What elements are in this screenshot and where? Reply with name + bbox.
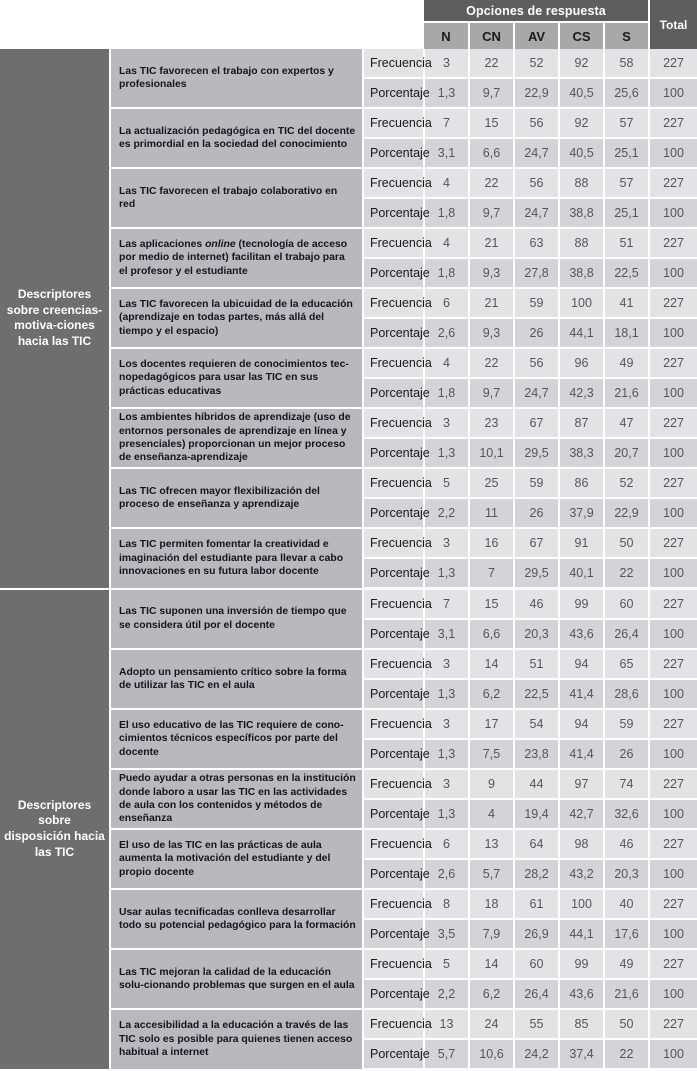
value-porcentaje-cs: 41,4 bbox=[559, 679, 604, 709]
value-porcentaje-s: 20,7 bbox=[604, 438, 649, 468]
value-frecuencia-cn: 18 bbox=[469, 889, 514, 919]
value-frecuencia-cn: 25 bbox=[469, 468, 514, 498]
header-row-options bbox=[0, 22, 697, 49]
statement-cell: Las TIC favorecen el trabajo con expertos y profesionales bbox=[110, 49, 363, 108]
value-frecuencia-n: 3 bbox=[424, 49, 469, 78]
value-porcentaje-total: 100 bbox=[649, 739, 697, 769]
statement-cell: Las TIC ofrecen mayor flexibilización del proceso de enseñanza y aprendizaje bbox=[110, 468, 363, 528]
value-frecuencia-n: 3 bbox=[424, 649, 469, 679]
value-porcentaje-av: 29,5 bbox=[514, 438, 559, 468]
value-frecuencia-av: 51 bbox=[514, 649, 559, 679]
value-frecuencia-av: 56 bbox=[514, 348, 559, 378]
value-porcentaje-total: 100 bbox=[649, 498, 697, 528]
value-porcentaje-av: 26,4 bbox=[514, 979, 559, 1009]
statement-cell: El uso educativo de las TIC requiere de cono-cimientos técnicos específicos por parte del docente bbox=[110, 709, 363, 769]
value-porcentaje-n: 1,8 bbox=[424, 258, 469, 288]
group-label-0: Descriptores sobre creencias-motiva-ciones hacia las TIC bbox=[0, 49, 110, 589]
value-porcentaje-total: 100 bbox=[649, 258, 697, 288]
metric-label-frecuencia: Frecuencia bbox=[363, 49, 424, 78]
value-porcentaje-n: 2,6 bbox=[424, 318, 469, 348]
value-frecuencia-av: 63 bbox=[514, 228, 559, 258]
value-frecuencia-total: 227 bbox=[649, 709, 697, 739]
value-porcentaje-s: 21,6 bbox=[604, 378, 649, 408]
value-frecuencia-av: 60 bbox=[514, 949, 559, 979]
value-frecuencia-s: 47 bbox=[604, 408, 649, 438]
value-porcentaje-cs: 38,8 bbox=[559, 198, 604, 228]
value-frecuencia-av: 56 bbox=[514, 168, 559, 198]
value-frecuencia-n: 6 bbox=[424, 288, 469, 318]
value-frecuencia-cn: 14 bbox=[469, 649, 514, 679]
header-spacer-metric bbox=[363, 0, 424, 22]
value-porcentaje-cs: 43,2 bbox=[559, 859, 604, 889]
header-spacer-group bbox=[0, 0, 110, 22]
value-porcentaje-n: 1,3 bbox=[424, 438, 469, 468]
value-frecuencia-total: 227 bbox=[649, 49, 697, 78]
metric-label-frecuencia: Frecuencia bbox=[363, 1009, 424, 1039]
table-body bbox=[0, 49, 697, 1070]
metric-label-porcentaje: Porcentaje bbox=[363, 799, 424, 829]
value-frecuencia-cs: 85 bbox=[559, 1009, 604, 1039]
value-frecuencia-total: 227 bbox=[649, 108, 697, 138]
value-frecuencia-s: 49 bbox=[604, 348, 649, 378]
value-frecuencia-av: 59 bbox=[514, 288, 559, 318]
value-frecuencia-n: 4 bbox=[424, 228, 469, 258]
value-frecuencia-n: 6 bbox=[424, 829, 469, 859]
value-porcentaje-n: 1,8 bbox=[424, 198, 469, 228]
value-frecuencia-cn: 14 bbox=[469, 949, 514, 979]
metric-label-frecuencia: Frecuencia bbox=[363, 228, 424, 258]
metric-label-porcentaje: Porcentaje bbox=[363, 739, 424, 769]
value-porcentaje-av: 24,7 bbox=[514, 378, 559, 408]
value-porcentaje-total: 100 bbox=[649, 438, 697, 468]
metric-label-porcentaje: Porcentaje bbox=[363, 979, 424, 1009]
value-frecuencia-s: 65 bbox=[604, 649, 649, 679]
metric-label-porcentaje: Porcentaje bbox=[363, 859, 424, 889]
value-porcentaje-cn: 6,2 bbox=[469, 679, 514, 709]
value-porcentaje-n: 3,5 bbox=[424, 919, 469, 949]
value-frecuencia-s: 57 bbox=[604, 108, 649, 138]
metric-label-frecuencia: Frecuencia bbox=[363, 408, 424, 438]
value-porcentaje-cs: 38,3 bbox=[559, 438, 604, 468]
value-porcentaje-s: 25,6 bbox=[604, 78, 649, 108]
value-frecuencia-n: 3 bbox=[424, 408, 469, 438]
value-frecuencia-n: 8 bbox=[424, 889, 469, 919]
metric-label-frecuencia: Frecuencia bbox=[363, 829, 424, 859]
value-frecuencia-n: 13 bbox=[424, 1009, 469, 1039]
value-porcentaje-av: 23,8 bbox=[514, 739, 559, 769]
value-frecuencia-cs: 96 bbox=[559, 348, 604, 378]
value-frecuencia-s: 60 bbox=[604, 589, 649, 620]
table-header bbox=[0, 0, 697, 49]
value-frecuencia-cs: 88 bbox=[559, 168, 604, 198]
header-spacer-statement bbox=[110, 0, 363, 22]
statement-cell: Usar aulas tecnificadas conlleva desarrollar todo su potencial pedagógico para la formación bbox=[110, 889, 363, 949]
value-porcentaje-s: 22,5 bbox=[604, 258, 649, 288]
value-porcentaje-s: 21,6 bbox=[604, 979, 649, 1009]
value-porcentaje-s: 32,6 bbox=[604, 799, 649, 829]
value-porcentaje-av: 24,7 bbox=[514, 198, 559, 228]
value-frecuencia-cn: 22 bbox=[469, 49, 514, 78]
value-porcentaje-cs: 42,7 bbox=[559, 799, 604, 829]
value-frecuencia-total: 227 bbox=[649, 228, 697, 258]
value-frecuencia-total: 227 bbox=[649, 168, 697, 198]
value-porcentaje-cn: 9,7 bbox=[469, 378, 514, 408]
metric-label-frecuencia: Frecuencia bbox=[363, 709, 424, 739]
value-porcentaje-s: 18,1 bbox=[604, 318, 649, 348]
value-porcentaje-s: 20,3 bbox=[604, 859, 649, 889]
metric-label-porcentaje: Porcentaje bbox=[363, 679, 424, 709]
value-frecuencia-av: 46 bbox=[514, 589, 559, 620]
value-porcentaje-total: 100 bbox=[649, 619, 697, 649]
metric-label-porcentaje: Porcentaje bbox=[363, 1039, 424, 1070]
value-porcentaje-total: 100 bbox=[649, 859, 697, 889]
value-frecuencia-total: 227 bbox=[649, 949, 697, 979]
metric-label-porcentaje: Porcentaje bbox=[363, 198, 424, 228]
value-frecuencia-cs: 100 bbox=[559, 889, 604, 919]
value-porcentaje-n: 2,6 bbox=[424, 859, 469, 889]
value-porcentaje-total: 100 bbox=[649, 78, 697, 108]
value-porcentaje-n: 3,1 bbox=[424, 138, 469, 168]
value-frecuencia-cs: 86 bbox=[559, 468, 604, 498]
value-porcentaje-s: 22 bbox=[604, 1039, 649, 1070]
value-porcentaje-cs: 44,1 bbox=[559, 318, 604, 348]
value-frecuencia-cs: 91 bbox=[559, 528, 604, 558]
value-porcentaje-cn: 7 bbox=[469, 558, 514, 589]
value-frecuencia-cs: 94 bbox=[559, 709, 604, 739]
value-frecuencia-total: 227 bbox=[649, 288, 697, 318]
value-porcentaje-n: 1,3 bbox=[424, 739, 469, 769]
value-frecuencia-n: 3 bbox=[424, 528, 469, 558]
value-porcentaje-av: 20,3 bbox=[514, 619, 559, 649]
value-frecuencia-cs: 99 bbox=[559, 589, 604, 620]
value-frecuencia-cn: 15 bbox=[469, 108, 514, 138]
value-porcentaje-s: 26 bbox=[604, 739, 649, 769]
value-frecuencia-cs: 87 bbox=[559, 408, 604, 438]
header-option-s: S bbox=[604, 22, 649, 49]
value-frecuencia-cs: 98 bbox=[559, 829, 604, 859]
value-frecuencia-cn: 22 bbox=[469, 348, 514, 378]
header-spacer-metric-2 bbox=[363, 22, 424, 49]
value-porcentaje-total: 100 bbox=[649, 318, 697, 348]
metric-label-frecuencia: Frecuencia bbox=[363, 889, 424, 919]
metric-label-frecuencia: Frecuencia bbox=[363, 288, 424, 318]
value-frecuencia-n: 4 bbox=[424, 348, 469, 378]
value-porcentaje-cn: 9,3 bbox=[469, 318, 514, 348]
value-porcentaje-av: 24,2 bbox=[514, 1039, 559, 1070]
value-porcentaje-n: 3,1 bbox=[424, 619, 469, 649]
value-frecuencia-av: 61 bbox=[514, 889, 559, 919]
value-frecuencia-av: 59 bbox=[514, 468, 559, 498]
value-frecuencia-total: 227 bbox=[649, 348, 697, 378]
value-frecuencia-cn: 16 bbox=[469, 528, 514, 558]
value-frecuencia-av: 64 bbox=[514, 829, 559, 859]
value-porcentaje-n: 1,8 bbox=[424, 378, 469, 408]
value-frecuencia-cs: 100 bbox=[559, 288, 604, 318]
header-spacer-statement-2 bbox=[110, 22, 363, 49]
value-frecuencia-n: 7 bbox=[424, 108, 469, 138]
statement-cell: Los ambientes híbridos de aprendizaje (uso de entornos personales de aprendizaje en línea y presenciales) proporcionan un mejor proceso de enseñanza-aprendizaje bbox=[110, 408, 363, 468]
value-porcentaje-cs: 40,5 bbox=[559, 78, 604, 108]
value-frecuencia-av: 52 bbox=[514, 49, 559, 78]
value-frecuencia-cs: 92 bbox=[559, 108, 604, 138]
value-porcentaje-cn: 6,2 bbox=[469, 979, 514, 1009]
value-porcentaje-cn: 5,7 bbox=[469, 859, 514, 889]
value-frecuencia-total: 227 bbox=[649, 889, 697, 919]
value-porcentaje-n: 1,3 bbox=[424, 799, 469, 829]
value-porcentaje-av: 22,5 bbox=[514, 679, 559, 709]
value-porcentaje-cs: 42,3 bbox=[559, 378, 604, 408]
value-frecuencia-cn: 21 bbox=[469, 288, 514, 318]
value-frecuencia-cn: 21 bbox=[469, 228, 514, 258]
statement-cell: Las aplicaciones online (tecnología de acceso por medio de internet) facilitan el trabajo para el profesor y el estudiante bbox=[110, 228, 363, 288]
header-total: Total bbox=[649, 0, 697, 49]
value-frecuencia-total: 227 bbox=[649, 468, 697, 498]
value-porcentaje-s: 26,4 bbox=[604, 619, 649, 649]
value-porcentaje-cn: 6,6 bbox=[469, 619, 514, 649]
value-porcentaje-av: 26,9 bbox=[514, 919, 559, 949]
metric-label-frecuencia: Frecuencia bbox=[363, 108, 424, 138]
value-frecuencia-s: 57 bbox=[604, 168, 649, 198]
value-porcentaje-total: 100 bbox=[649, 138, 697, 168]
metric-label-porcentaje: Porcentaje bbox=[363, 378, 424, 408]
value-porcentaje-cn: 10,1 bbox=[469, 438, 514, 468]
header-spacer-group-2 bbox=[0, 22, 110, 49]
value-porcentaje-n: 1,3 bbox=[424, 78, 469, 108]
value-porcentaje-cn: 10,6 bbox=[469, 1039, 514, 1070]
value-porcentaje-cs: 44,1 bbox=[559, 919, 604, 949]
value-porcentaje-n: 2,2 bbox=[424, 498, 469, 528]
metric-label-porcentaje: Porcentaje bbox=[363, 318, 424, 348]
header-opciones-de-respuesta: Opciones de respuesta bbox=[424, 0, 649, 22]
value-porcentaje-cs: 41,4 bbox=[559, 739, 604, 769]
value-frecuencia-total: 227 bbox=[649, 1009, 697, 1039]
value-frecuencia-cn: 9 bbox=[469, 769, 514, 799]
statement-cell: Los docentes requieren de conocimientos tec-nopedagógicos para usar las TIC en sus prácticas educativas bbox=[110, 348, 363, 408]
metric-label-porcentaje: Porcentaje bbox=[363, 558, 424, 589]
value-frecuencia-cs: 99 bbox=[559, 949, 604, 979]
value-frecuencia-total: 227 bbox=[649, 769, 697, 799]
value-frecuencia-s: 49 bbox=[604, 949, 649, 979]
value-frecuencia-total: 227 bbox=[649, 528, 697, 558]
value-frecuencia-cs: 92 bbox=[559, 49, 604, 78]
statement-cell: La accesibilidad a la educación a través de las TIC solo es posible para quienes tienen acceso habitual a internet bbox=[110, 1009, 363, 1070]
metric-label-porcentaje: Porcentaje bbox=[363, 258, 424, 288]
metric-label-frecuencia: Frecuencia bbox=[363, 589, 424, 620]
value-porcentaje-total: 100 bbox=[649, 979, 697, 1009]
value-frecuencia-s: 50 bbox=[604, 1009, 649, 1039]
value-frecuencia-s: 74 bbox=[604, 769, 649, 799]
value-frecuencia-av: 55 bbox=[514, 1009, 559, 1039]
value-porcentaje-s: 17,6 bbox=[604, 919, 649, 949]
group-label-1: Descriptores sobre disposición hacia las TIC bbox=[0, 589, 110, 1070]
value-porcentaje-av: 26 bbox=[514, 318, 559, 348]
value-frecuencia-s: 59 bbox=[604, 709, 649, 739]
value-frecuencia-cn: 13 bbox=[469, 829, 514, 859]
metric-label-porcentaje: Porcentaje bbox=[363, 438, 424, 468]
value-porcentaje-n: 5,7 bbox=[424, 1039, 469, 1070]
value-frecuencia-s: 46 bbox=[604, 829, 649, 859]
value-porcentaje-cs: 43,6 bbox=[559, 619, 604, 649]
statement-cell: Las TIC mejoran la calidad de la educación solu-cionando problemas que surgen en el aula bbox=[110, 949, 363, 1009]
value-frecuencia-total: 227 bbox=[649, 829, 697, 859]
value-frecuencia-n: 3 bbox=[424, 709, 469, 739]
metric-label-frecuencia: Frecuencia bbox=[363, 168, 424, 198]
metric-label-porcentaje: Porcentaje bbox=[363, 919, 424, 949]
metric-label-porcentaje: Porcentaje bbox=[363, 78, 424, 108]
value-porcentaje-total: 100 bbox=[649, 799, 697, 829]
statement-cell: Las TIC permiten fomentar la creatividad e imaginación del estudiante para llevar a cabo innovaciones en su futura labor docente bbox=[110, 528, 363, 589]
value-frecuencia-av: 44 bbox=[514, 769, 559, 799]
value-porcentaje-av: 24,7 bbox=[514, 138, 559, 168]
value-porcentaje-cn: 11 bbox=[469, 498, 514, 528]
value-porcentaje-av: 29,5 bbox=[514, 558, 559, 589]
value-porcentaje-total: 100 bbox=[649, 198, 697, 228]
value-frecuencia-s: 58 bbox=[604, 49, 649, 78]
value-porcentaje-s: 25,1 bbox=[604, 198, 649, 228]
metric-label-frecuencia: Frecuencia bbox=[363, 649, 424, 679]
value-frecuencia-total: 227 bbox=[649, 408, 697, 438]
metric-label-frecuencia: Frecuencia bbox=[363, 949, 424, 979]
header-row-top bbox=[0, 0, 697, 22]
value-frecuencia-s: 52 bbox=[604, 468, 649, 498]
statement-cell: Las TIC favorecen el trabajo colaborativo en red bbox=[110, 168, 363, 228]
value-frecuencia-cn: 15 bbox=[469, 589, 514, 620]
value-porcentaje-cn: 6,6 bbox=[469, 138, 514, 168]
value-frecuencia-n: 7 bbox=[424, 589, 469, 620]
metric-label-porcentaje: Porcentaje bbox=[363, 619, 424, 649]
value-frecuencia-cn: 23 bbox=[469, 408, 514, 438]
value-porcentaje-cs: 43,6 bbox=[559, 979, 604, 1009]
value-porcentaje-s: 28,6 bbox=[604, 679, 649, 709]
value-frecuencia-av: 67 bbox=[514, 528, 559, 558]
metric-label-porcentaje: Porcentaje bbox=[363, 138, 424, 168]
metric-label-frecuencia: Frecuencia bbox=[363, 468, 424, 498]
value-porcentaje-cn: 7,9 bbox=[469, 919, 514, 949]
value-frecuencia-n: 4 bbox=[424, 168, 469, 198]
value-frecuencia-n: 3 bbox=[424, 769, 469, 799]
value-porcentaje-n: 2,2 bbox=[424, 979, 469, 1009]
value-frecuencia-cs: 97 bbox=[559, 769, 604, 799]
value-porcentaje-s: 22,9 bbox=[604, 498, 649, 528]
header-option-cn: CN bbox=[469, 22, 514, 49]
value-porcentaje-cs: 38,8 bbox=[559, 258, 604, 288]
value-frecuencia-cn: 17 bbox=[469, 709, 514, 739]
value-porcentaje-n: 1,3 bbox=[424, 679, 469, 709]
value-porcentaje-total: 100 bbox=[649, 1039, 697, 1070]
value-frecuencia-s: 50 bbox=[604, 528, 649, 558]
value-porcentaje-s: 25,1 bbox=[604, 138, 649, 168]
value-porcentaje-cn: 4 bbox=[469, 799, 514, 829]
metric-label-frecuencia: Frecuencia bbox=[363, 528, 424, 558]
value-porcentaje-av: 19,4 bbox=[514, 799, 559, 829]
value-porcentaje-cs: 37,9 bbox=[559, 498, 604, 528]
value-frecuencia-cs: 88 bbox=[559, 228, 604, 258]
header-option-av: AV bbox=[514, 22, 559, 49]
value-frecuencia-av: 56 bbox=[514, 108, 559, 138]
value-frecuencia-n: 5 bbox=[424, 468, 469, 498]
value-porcentaje-cs: 40,1 bbox=[559, 558, 604, 589]
statement-cell: La actualización pedagógica en TIC del docente es primordial en la sociedad del conocimiento bbox=[110, 108, 363, 168]
value-frecuencia-cs: 94 bbox=[559, 649, 604, 679]
metric-label-frecuencia: Frecuencia bbox=[363, 769, 424, 799]
value-frecuencia-cn: 24 bbox=[469, 1009, 514, 1039]
value-porcentaje-total: 100 bbox=[649, 558, 697, 589]
value-frecuencia-n: 5 bbox=[424, 949, 469, 979]
value-frecuencia-s: 40 bbox=[604, 889, 649, 919]
table-row bbox=[0, 589, 697, 620]
value-porcentaje-cs: 37,4 bbox=[559, 1039, 604, 1070]
value-porcentaje-total: 100 bbox=[649, 378, 697, 408]
value-frecuencia-s: 51 bbox=[604, 228, 649, 258]
value-porcentaje-cn: 9,3 bbox=[469, 258, 514, 288]
value-porcentaje-s: 22 bbox=[604, 558, 649, 589]
value-porcentaje-av: 22,9 bbox=[514, 78, 559, 108]
value-porcentaje-total: 100 bbox=[649, 919, 697, 949]
value-porcentaje-av: 28,2 bbox=[514, 859, 559, 889]
header-option-cs: CS bbox=[559, 22, 604, 49]
metric-label-frecuencia: Frecuencia bbox=[363, 348, 424, 378]
metric-label-porcentaje: Porcentaje bbox=[363, 498, 424, 528]
statement-emphasis: online bbox=[205, 239, 236, 251]
header-option-n: N bbox=[424, 22, 469, 49]
statement-cell: Adopto un pensamiento crítico sobre la forma de utilizar las TIC en el aula bbox=[110, 649, 363, 709]
value-porcentaje-cn: 7,5 bbox=[469, 739, 514, 769]
value-frecuencia-av: 67 bbox=[514, 408, 559, 438]
table-row bbox=[0, 49, 697, 78]
value-frecuencia-cn: 22 bbox=[469, 168, 514, 198]
value-porcentaje-cn: 9,7 bbox=[469, 78, 514, 108]
value-frecuencia-av: 54 bbox=[514, 709, 559, 739]
value-porcentaje-cn: 9,7 bbox=[469, 198, 514, 228]
statement-cell: Las TIC favorecen la ubicuidad de la educación (aprendizaje en todas partes, más allá del tiempo y el espacio) bbox=[110, 288, 363, 348]
value-porcentaje-av: 26 bbox=[514, 498, 559, 528]
value-frecuencia-total: 227 bbox=[649, 589, 697, 620]
statement-cell: El uso de las TIC en las prácticas de aula aumenta la motivación del estudiante y del propio docente bbox=[110, 829, 363, 889]
value-frecuencia-s: 41 bbox=[604, 288, 649, 318]
value-porcentaje-cs: 40,5 bbox=[559, 138, 604, 168]
statement-cell: Las TIC suponen una inversión de tiempo que se considera útil por el docente bbox=[110, 589, 363, 650]
value-frecuencia-total: 227 bbox=[649, 649, 697, 679]
value-porcentaje-n: 1,3 bbox=[424, 558, 469, 589]
value-porcentaje-av: 27,8 bbox=[514, 258, 559, 288]
statement-cell: Puedo ayudar a otras personas en la institución donde laboro a usar las TIC en las actividades de aula con los contenidos y métodos de enseñanza bbox=[110, 769, 363, 829]
value-porcentaje-total: 100 bbox=[649, 679, 697, 709]
